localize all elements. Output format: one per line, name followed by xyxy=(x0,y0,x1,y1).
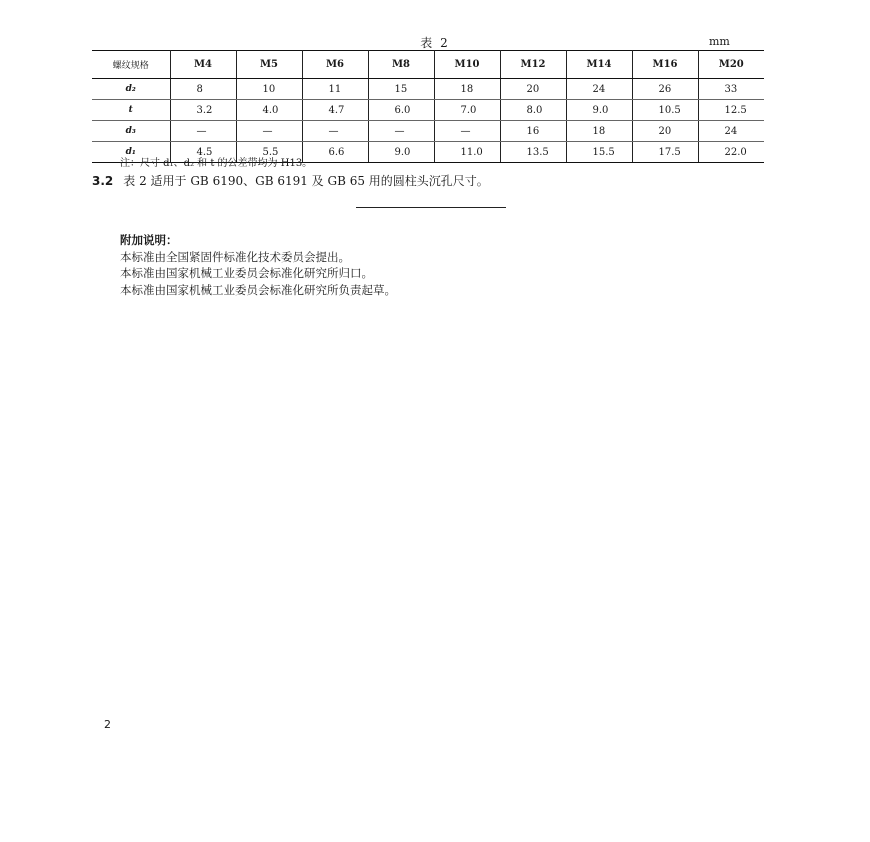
table-cell: — xyxy=(434,121,500,142)
table-header-cell: M5 xyxy=(236,51,302,79)
table-cell: 16 xyxy=(500,121,566,142)
table-cell: 4.7 xyxy=(302,100,368,121)
row-label: d₁ xyxy=(92,142,170,163)
row-label: d₃ xyxy=(92,121,170,142)
table-row xyxy=(92,121,764,142)
table-cell: 18 xyxy=(566,121,632,142)
table-cell: 33 xyxy=(698,79,764,100)
row-label: d₂ xyxy=(92,79,170,100)
table-caption: 表 2 xyxy=(420,36,450,50)
remarks-title: 附加说明： xyxy=(120,233,178,247)
clause-text: 表 2 适用于 GB 6190、GB 6191 及 GB 65 用的圆柱头沉孔尺寸。 xyxy=(123,174,489,188)
table-cell: 8 xyxy=(170,79,236,100)
table-row xyxy=(92,79,764,100)
table-header-row xyxy=(92,51,764,79)
table-header-cell: M16 xyxy=(632,51,698,79)
table-cell: 20 xyxy=(632,121,698,142)
table-cell: 6.0 xyxy=(368,100,434,121)
page-number: 2 xyxy=(104,718,111,731)
table-cell: — xyxy=(236,121,302,142)
row-label: t xyxy=(92,100,170,121)
table-header-cell: M20 xyxy=(698,51,764,79)
table-cell: 26 xyxy=(632,79,698,100)
table-cell: 9.0 xyxy=(368,142,434,163)
additional-remarks xyxy=(120,232,396,298)
table-cell: 24 xyxy=(698,121,764,142)
table-header-cell: M6 xyxy=(302,51,368,79)
table-cell: 15 xyxy=(368,79,434,100)
clause-3-2 xyxy=(92,172,489,189)
table-cell: — xyxy=(368,121,434,142)
remarks-line: 本标准由全国紧固件标准化技术委员会提出。 xyxy=(120,249,350,264)
table-cell: 6.6 xyxy=(302,142,368,163)
remarks-line: 本标准由国家机械工业委员会标准化研究所归口。 xyxy=(120,266,373,280)
table-header-cell: M14 xyxy=(566,51,632,79)
table-cell: 15.5 xyxy=(566,142,632,163)
table-row xyxy=(92,100,764,121)
tolerance-note: 注：尺寸 d₁、d₂ 和 t 的公差带均为 H13。 xyxy=(120,158,313,169)
table-header-cell: M12 xyxy=(500,51,566,79)
table-cell: 13.5 xyxy=(500,142,566,163)
table-header-cell: M4 xyxy=(170,51,236,79)
table-cell: 8.0 xyxy=(500,100,566,121)
table-cell: 24 xyxy=(566,79,632,100)
table-cell: 20 xyxy=(500,79,566,100)
table-cell: — xyxy=(302,121,368,142)
clause-number: 3.2 xyxy=(92,174,114,188)
table-cell: 17.5 xyxy=(632,142,698,163)
table-cell: 4.0 xyxy=(236,100,302,121)
table-cell: 3.2 xyxy=(170,100,236,121)
table-cell: 18 xyxy=(434,79,500,100)
table-header-cell: 螺纹规格 xyxy=(92,51,170,79)
remarks-line: 本标准由国家机械工业委员会标准化研究所负责起草。 xyxy=(120,282,396,297)
table-cell: 11.0 xyxy=(434,142,500,163)
table-cell: 7.0 xyxy=(434,100,500,121)
table-cell: 11 xyxy=(302,79,368,100)
section-divider xyxy=(356,207,506,208)
table-cell: 4.5 xyxy=(170,142,236,163)
table-cell: 9.0 xyxy=(566,100,632,121)
table-cell: 10 xyxy=(236,79,302,100)
table-cell: 12.5 xyxy=(698,100,764,121)
table-header-cell: M8 xyxy=(368,51,434,79)
table-header-cell: M10 xyxy=(434,51,500,79)
table-unit: mm xyxy=(709,35,730,48)
table-cell: 22.0 xyxy=(698,142,764,163)
counterbore-dimension-table xyxy=(92,50,764,163)
table-cell: 5.5 xyxy=(236,142,302,163)
table-cell: 10.5 xyxy=(632,100,698,121)
table-cell: — xyxy=(170,121,236,142)
